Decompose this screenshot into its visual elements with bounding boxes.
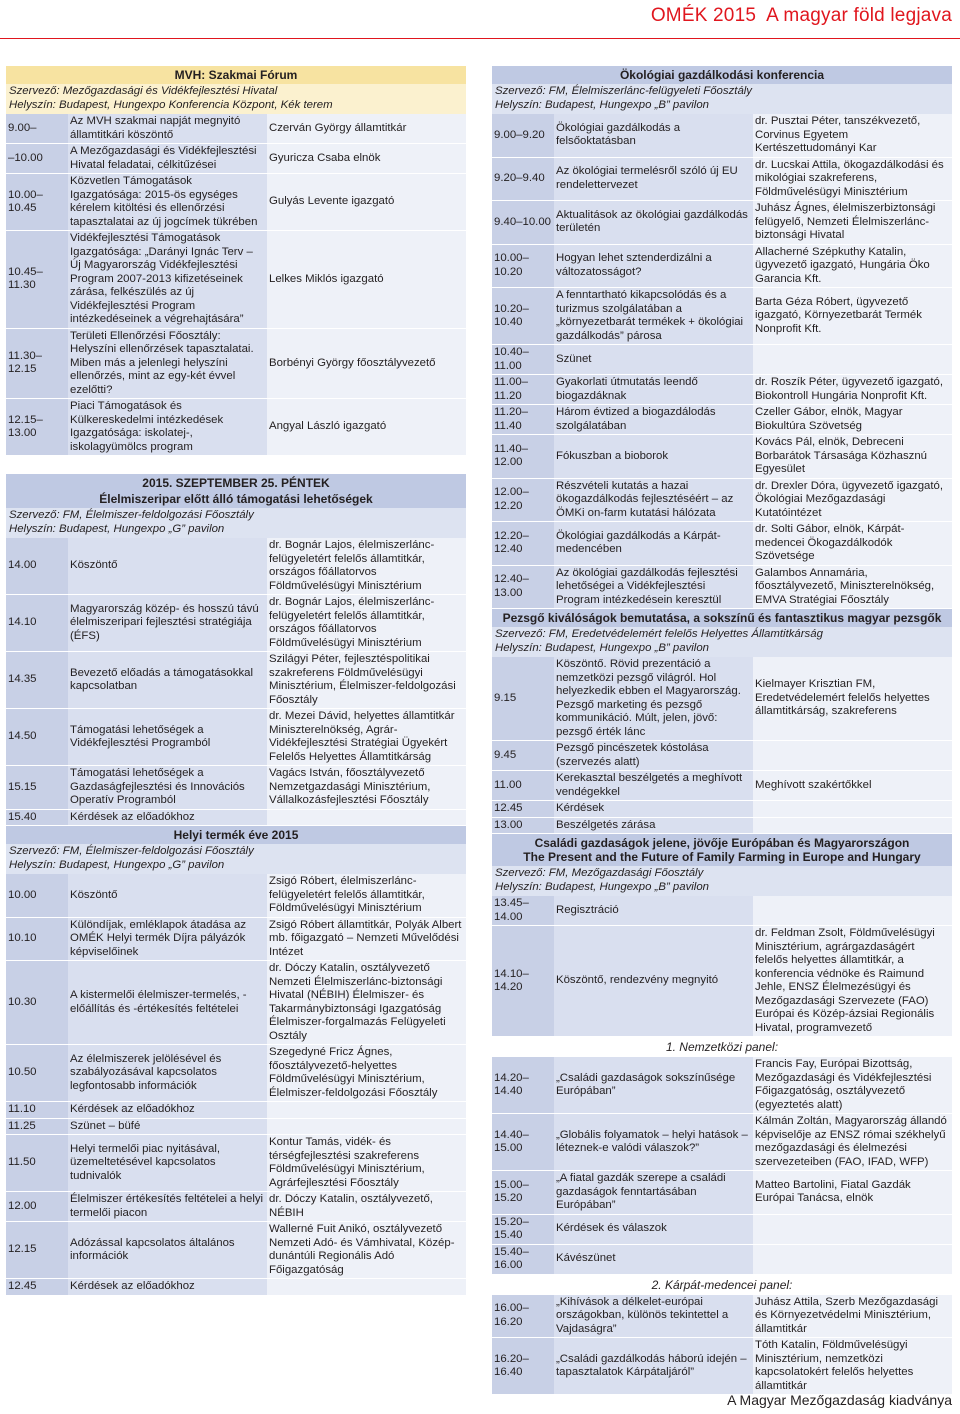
date-bar: 2015. SZEPTEMBER 25. PÉNTEK <box>6 474 466 492</box>
title-cell: Kávészünet <box>554 1244 753 1274</box>
schedule-row <box>6 874 466 917</box>
speaker-cell: dr. Roszík Péter, ügyvezető igazgató, Biokontroll Hungária Nonprofit Kft. <box>753 375 952 405</box>
title-cell: Részvételi kutatás a hazai ökogazdálkodás fejlesztéséért – az ÖMKi on-farm kutatási hálózata <box>554 478 753 522</box>
schedule-row <box>492 1171 952 1215</box>
speaker-cell: dr. Mezei Dávid, helyettes államtitkár Miniszterelnökség, Agrár-Vidékfejlesztési Stratégiai Ügyekért Felelős Helyettes Államtitkárság <box>267 709 466 766</box>
schedule-row <box>492 817 952 834</box>
schedule-row <box>492 565 952 609</box>
schedule-row <box>6 595 466 652</box>
title-cell: „A fiatal gazdák szerepe a családi gazdaságok fenntartásában Európában” <box>554 1171 753 1215</box>
speaker-cell: Vagács István, főosztályvezető Nemzetgazdasági Minisztérium, Vállalkozásfejlesztési Főosztály <box>267 766 466 810</box>
speaker-cell: Czeller Gábor, elnök, Magyar Biokultúra Szövetség <box>753 405 952 435</box>
speaker-cell: dr. Dóczy Katalin, osztályvezető, NÉBIH <box>267 1192 466 1222</box>
schedule-row <box>492 741 952 771</box>
schedule-row <box>6 917 466 961</box>
speaker-cell <box>753 896 952 926</box>
time-cell: 14.40–15.00 <box>492 1114 554 1171</box>
speaker-cell: Wallerné Fuit Anikó, osztályvezető Nemzeti Adó- és Vámhivatal, Közép-dunántúli Regionális Adó Főigazgatóság <box>267 1222 466 1279</box>
title-cell: A kistermelői élelmiszer-termelés, -előállítás és -értékesítés feltételei <box>68 961 267 1045</box>
speaker-cell: Lelkes Miklós igazgató <box>267 231 466 329</box>
schedule-table <box>6 874 466 1296</box>
organizer: Szervező: FM, Eredetvédelemért felelős Helyettes Államtitkárság Helyszín: Budapest, Hungexpo „B” pavilon <box>492 627 952 657</box>
title-cell: Hogyan lehet sztenderdizálni a változatosságot? <box>554 244 753 288</box>
speaker-cell <box>267 1118 466 1135</box>
time-cell: 11.20–11.40 <box>492 405 554 435</box>
title-cell: Beszélgetés zárása <box>554 817 753 834</box>
speaker-cell: Borbényi György főosztályvezető <box>267 328 466 399</box>
title-cell: Élelmiszer értékesítés feltételei a helyi termelői piacon <box>68 1192 267 1222</box>
schedule-row <box>492 1244 952 1274</box>
title-cell: A Mezőgazdasági és Vidékfejlesztési Hivatal feladatai, célkitűzései <box>68 144 267 174</box>
title-cell: Kerekasztal beszélgetés a meghívott vendégekkel <box>554 771 753 801</box>
time-cell: 9.00– <box>6 114 68 144</box>
speaker-cell: Barta Géza Róbert, ügyvezető igazgató, Környezetbarát Termék Nonprofit Kft. <box>753 288 952 345</box>
schedule-row <box>6 328 466 399</box>
time-cell: 10.10 <box>6 917 68 961</box>
section-title: Élelmiszeripar előtt álló támogatási lehetőségek <box>6 492 466 508</box>
speaker-cell <box>753 801 952 818</box>
title-cell: Ökológiai gazdálkodás a Kárpát-medencében <box>554 522 753 566</box>
organizer: Szervező: FM, Élelmiszer-feldolgozási Főosztály Helyszín: Budapest, Hungexpo „G” pavilon <box>6 844 466 874</box>
schedule-row <box>492 114 952 157</box>
time-cell: 11.00 <box>492 771 554 801</box>
schedule-row <box>492 801 952 818</box>
speaker-cell <box>267 1279 466 1296</box>
schedule-row <box>492 1338 952 1395</box>
speaker-cell: Zsigó Róbert államtitkár, Polyák Albert mb. főigazgató – Nemzeti Művelődési Intézet <box>267 917 466 961</box>
schedule-row <box>492 1295 952 1338</box>
time-cell: 10.50 <box>6 1045 68 1102</box>
title-cell: Vidékfejlesztési Támogatások Igazgatósága: „Darányi Ignác Terv – Új Magyarország Vidékfejlesztési Program 2007-2013 kifizetéseinek zárása, felkészülés az új Vidékfejlesztési Program intézkedéseinek a végrehajtására” <box>68 231 267 329</box>
time-cell: 14.00 <box>6 538 68 595</box>
tagline: A magyar föld legjava <box>766 5 952 26</box>
organizer: Szervező: Mezőgazdasági és Vidékfejlesztési Hivatal Helyszín: Budapest, Hungexpo Konferencia Központ, Kék terem <box>6 84 466 114</box>
header-rule <box>0 38 960 39</box>
title-cell: Közvetlen Támogatások Igazgatósága: 2015-ös egységes kérelem kitöltési és ellenőrzési tapasztalatai az új jogcímek tükrében <box>68 174 267 231</box>
speaker-cell: Gyuricza Csaba elnök <box>267 144 466 174</box>
schedule-row <box>492 926 952 1037</box>
time-cell: 13.45–14.00 <box>492 896 554 926</box>
title-cell: Adózással kapcsolatos általános információk <box>68 1222 267 1279</box>
title-cell: Kérdések <box>554 801 753 818</box>
schedule-row <box>492 657 952 741</box>
speaker-cell: Szilágyi Péter, fejlesztéspolitikai szakreferens Földművelésügyi Minisztérium, Élelmiszer-feldolgozási Főosztály <box>267 652 466 709</box>
schedule-row <box>6 1118 466 1135</box>
title-cell: Az ökológiai gazdálkodás fejlesztési lehetőségei a Vidékfejlesztési Program intézkedésein keresztül <box>554 565 753 609</box>
schedule-row <box>6 1045 466 1102</box>
schedule-row <box>6 1279 466 1296</box>
schedule-row <box>6 1222 466 1279</box>
title-cell: Szünet <box>554 345 753 375</box>
title-cell: Aktualitások az ökológiai gazdálkodás területén <box>554 201 753 245</box>
title-cell: Kérdések az előadókhoz <box>68 1102 267 1119</box>
schedule-row <box>492 1057 952 1114</box>
time-cell: 10.00–10.20 <box>492 244 554 288</box>
speaker-cell: Szegedyné Fricz Ágnes, főosztályvezető-helyettes Földművelésügyi Minisztérium, Élelmiszer-feldolgozási Főosztály <box>267 1045 466 1102</box>
time-cell: 9.45 <box>492 741 554 771</box>
schedule-row <box>6 1135 466 1192</box>
speaker-cell: Francis Fay, Európai Bizottság, Mezőgazdasági és Vidékfejlesztési Főigazgatóság, osztályvezető (egyeztetés alatt) <box>753 1057 952 1114</box>
time-cell: 10.20–10.40 <box>492 288 554 345</box>
schedule-row <box>492 1114 952 1171</box>
schedule-row <box>6 231 466 329</box>
section-title: Családi gazdaságok jelene, jövője Európában és Magyarországon The Present and the Future of Family Farming in Europe and Hungary <box>492 834 952 866</box>
speaker-cell: Juhász Attila, Szerb Mezőgazdasági és Környezetvédelmi Minisztérium, államtitkár <box>753 1295 952 1338</box>
time-cell: 11.25 <box>6 1118 68 1135</box>
title-cell: Bevezető előadás a támogatásokkal kapcsolatban <box>68 652 267 709</box>
schedule-row <box>6 652 466 709</box>
time-cell: 10.30 <box>6 961 68 1045</box>
title-cell: Az ökológiai termelésről szóló új EU rendelettervezet <box>554 157 753 201</box>
speaker-cell: Gulyás Levente igazgató <box>267 174 466 231</box>
schedule-row <box>6 538 466 595</box>
speaker-cell: dr. Pusztai Péter, tanszékvezető, Corvinus Egyetem Kertészettudományi Kar <box>753 114 952 157</box>
speaker-cell: dr. Dóczy Katalin, osztályvezető Nemzeti Élelmiszerlánc-biztonsági Hivatal (NÉBIH) Élelmiszer- és Takarmánybiztonsági Igazgatóság Élelmiszer-forgalmazás Felügyeleti Osztály <box>267 961 466 1045</box>
time-cell: 15.20–15.40 <box>492 1214 554 1244</box>
schedule-row <box>492 896 952 926</box>
schedule-row <box>492 244 952 288</box>
publisher-footer: A Magyar Mezőgazdaság kiadványa <box>727 1392 952 1408</box>
time-cell: 9.20–9.40 <box>492 157 554 201</box>
title-cell: Gyakorlati útmutatás leendő biogazdáknak <box>554 375 753 405</box>
left-column <box>6 66 466 1296</box>
time-cell: 12.00–12.20 <box>492 478 554 522</box>
speaker-cell <box>267 809 466 826</box>
schedule-row <box>6 144 466 174</box>
title-cell: Kérdések az előadókhoz <box>68 1279 267 1296</box>
title-cell: Három évtized a biogazdálodás szolgálatában <box>554 405 753 435</box>
speaker-cell <box>753 345 952 375</box>
schedule-row <box>6 114 466 144</box>
schedule-row <box>492 157 952 201</box>
time-cell: 9.40–10.00 <box>492 201 554 245</box>
time-cell: 12.00 <box>6 1192 68 1222</box>
time-cell: 14.10–14.20 <box>492 926 554 1037</box>
time-cell: 12.20–12.40 <box>492 522 554 566</box>
schedule-row <box>492 201 952 245</box>
time-cell: 15.40–16.00 <box>492 1244 554 1274</box>
time-cell: 12.45 <box>492 801 554 818</box>
speaker-cell: Kovács Pál, elnök, Debreceni Borbarátok Társasága Közhasznú Egyesület <box>753 435 952 479</box>
speaker-cell: dr. Feldman Zsolt, Földművelésügyi Minisztérium, agrárgazdaságért felelős helyettes államtitkár, a konferencia védnöke és Raimund Jehle, ENSZ Élelmezésügyi és Mezőgazdasági Szervezete (FAO) Európai és Közép-ázsiai Regionális Hivatal, programvezető <box>753 926 952 1037</box>
speaker-cell: dr. Bognár Lajos, élelmiszerlánc-felügyeletért felelős államtitkár, országos főállatorvos Földművelésügyi Minisztérium <box>267 538 466 595</box>
schedule-table <box>492 1057 952 1275</box>
title-cell: „Családi gazdálkodás háború idején – tapasztalatok Kárpátaljáról” <box>554 1338 753 1395</box>
section-title: Pezsgő kiválóságok bemutatása, a sokszínű és fantasztikus magyar pezsgők <box>492 609 952 627</box>
organizer: Szervező: FM, Élelmiszerlánc-felügyeleti Főosztály Helyszín: Budapest, Hungexpo „B” pavilon <box>492 84 952 114</box>
right-column <box>492 66 952 1395</box>
title-cell: Fókuszban a bioborok <box>554 435 753 479</box>
section-title: Helyi termék éve 2015 <box>6 826 466 844</box>
speaker-cell: Kontur Tamás, vidék- és térségfejlesztési szakreferens Földművelésügyi Minisztérium, Agrárfejlesztési Főosztály <box>267 1135 466 1192</box>
schedule-row <box>6 766 466 810</box>
speaker-cell <box>753 1214 952 1244</box>
time-cell: 14.50 <box>6 709 68 766</box>
speaker-cell: Allacherné Szépkuthy Katalin, ügyvezető igazgató, Hungária Öko Garancia Kft. <box>753 244 952 288</box>
title-cell: Köszöntő. Rövid prezentáció a nemzetközi pezsgő világról. Hol helyezkedik ebben el Magyarország. Pezsgő marketing és pezsgő kommunikáció. Múlt, jelen, jövő: pezsgő érték lánc <box>554 657 753 741</box>
time-cell: 15.40 <box>6 809 68 826</box>
title-cell: Helyi termelői piac nyitásával, üzemeltetésével kapcsolatos tudnivalók <box>68 1135 267 1192</box>
time-cell: 12.40–13.00 <box>492 565 554 609</box>
schedule-row <box>6 399 466 456</box>
title-cell: Ökológiai gazdálkodás a felsőoktatásban <box>554 114 753 157</box>
title-cell: Köszöntő <box>68 538 267 595</box>
speaker-cell: dr. Bognár Lajos, élelmiszerlánc-felügyeletért felelős államtitkár, országos főállatorvos Földművelésügyi Minisztérium <box>267 595 466 652</box>
title-cell: Köszöntő <box>68 874 267 917</box>
speaker-cell: Czerván György államtitkár <box>267 114 466 144</box>
section-title: Ökológiai gazdálkodási konferencia <box>492 66 952 84</box>
schedule-table <box>492 114 952 609</box>
time-cell: 9.00–9.20 <box>492 114 554 157</box>
time-cell: 12.45 <box>6 1279 68 1296</box>
title-cell: „Családi gazdaságok sokszínűsége Európában” <box>554 1057 753 1114</box>
schedule-row <box>492 478 952 522</box>
time-cell: 15.15 <box>6 766 68 810</box>
speaker-cell: dr. Drexler Dóra, ügyvezető igazgató, Ökológiai Mezőgazdasági Kutatóintézet <box>753 478 952 522</box>
speaker-cell: Galambos Annamária, főosztályvezető, Miniszterelnökség, EMVA Stratégiai Főosztály <box>753 565 952 609</box>
schedule-table <box>492 657 952 834</box>
page-header <box>0 0 960 40</box>
panel-label: 1. Nemzetközi panel: <box>492 1037 952 1057</box>
speaker-cell <box>267 1102 466 1119</box>
speaker-cell: Zsigó Róbert, élelmiszerlánc-felügyeletért felelős államtitkár, Földművelésügyi Minisztérium <box>267 874 466 917</box>
time-cell: 12.15 <box>6 1222 68 1279</box>
title-cell: Kérdések és válaszok <box>554 1214 753 1244</box>
time-cell: 16.00–16.20 <box>492 1295 554 1338</box>
speaker-cell: Matteo Bartolini, Fiatal Gazdák Európai Tanácsa, elnök <box>753 1171 952 1215</box>
schedule-row <box>492 405 952 435</box>
title-cell: Területi Ellenőrzési Főosztály: Helyszíni ellenőrzések tapasztalatai. Miben más a jelenlegi helyszíni ellenőrzés, mint az egy-két évvel ezelőtti? <box>68 328 267 399</box>
speaker-cell: Tóth Katalin, Földművelésügyi Minisztérium, nemzetközi kapcsolatokért felelős helyettes államtitkár <box>753 1338 952 1395</box>
title-cell: Magyarország közép- és hosszú távú élelmiszeripari fejlesztési stratégiája (ÉFS) <box>68 595 267 652</box>
schedule-row <box>6 961 466 1045</box>
title-cell: Különdíjak, emléklapok átadása az OMÉK Helyi termék Díjra pályázók képviselőinek <box>68 917 267 961</box>
time-cell: –10.00 <box>6 144 68 174</box>
title-cell: Regisztráció <box>554 896 753 926</box>
schedule-row <box>6 1102 466 1119</box>
speaker-cell: Juhász Ágnes, élelmiszerbiztonsági felügyelő, Nemzeti Élelmiszerlánc-biztonsági Hivatal <box>753 201 952 245</box>
time-cell: 11.50 <box>6 1135 68 1192</box>
time-cell: 10.40–11.00 <box>492 345 554 375</box>
speaker-cell: Kielmayer Krisztian FM, Eredetvédelemért felelős helyettes államtitkárság, szakreferens <box>753 657 952 741</box>
schedule-table <box>6 538 466 826</box>
time-cell: 12.15–13.00 <box>6 399 68 456</box>
time-cell: 11.00–11.20 <box>492 375 554 405</box>
title-cell: A fenntartható kikapcsolódás és a turizmus szolgálatában a „környezetbarát termékek + ökológiai gazdálkodás” párosa <box>554 288 753 345</box>
title-cell: „Globális folyamatok – helyi hatások – léteznek-e valódi válaszok?” <box>554 1114 753 1171</box>
schedule-row <box>6 809 466 826</box>
time-cell: 13.00 <box>492 817 554 834</box>
time-cell: 14.20–14.40 <box>492 1057 554 1114</box>
time-cell: 10.00–10.45 <box>6 174 68 231</box>
speaker-cell: Kálmán Zoltán, Magyarország állandó képviselője az ENSZ római székhelyű mezőgazdasági és élelmezési szervezeteiben (FAO, IFAD, WFP) <box>753 1114 952 1171</box>
schedule-row <box>492 522 952 566</box>
time-cell: 14.35 <box>6 652 68 709</box>
schedule-row <box>492 771 952 801</box>
title-cell: Kérdések az előadókhoz <box>68 809 267 826</box>
brand-name: OMÉK 2015 <box>650 5 757 26</box>
time-cell: 10.00 <box>6 874 68 917</box>
title-cell: Az élelmiszerek jelölésével és szabályozásával kapcsolatos legfontosabb információk <box>68 1045 267 1102</box>
schedule-row <box>6 1192 466 1222</box>
speaker-cell <box>753 817 952 834</box>
schedule-table <box>6 114 466 456</box>
title-cell: „Kihívások a délkelet-európai országokban, különös tekintettel a Vajdaságra” <box>554 1295 753 1338</box>
schedule-row <box>6 709 466 766</box>
schedule-row <box>6 174 466 231</box>
title-cell: Támogatási lehetőségek a Vidékfejlesztési Programból <box>68 709 267 766</box>
title-cell: Az MVH szakmai napját megnyitó államtitkári köszöntő <box>68 114 267 144</box>
header-text <box>641 5 952 27</box>
schedule-row <box>492 345 952 375</box>
time-cell: 11.30–12.15 <box>6 328 68 399</box>
schedule-row <box>492 1214 952 1244</box>
speaker-cell <box>753 741 952 771</box>
time-cell: 11.10 <box>6 1102 68 1119</box>
title-cell: Köszöntő, rendezvény megnyitó <box>554 926 753 1037</box>
organizer: Szervező: FM, Mezőgazdasági Főosztály Helyszín: Budapest, Hungexpo „B” pavilon <box>492 866 952 896</box>
schedule-row <box>492 435 952 479</box>
title-cell: Pezsgő pincészetek kóstolása (szervezés alatt) <box>554 741 753 771</box>
speaker-cell: dr. Lucskai Attila, ökogazdálkodási és mikológiai szakreferens, Földművelésügyi Minisztérium <box>753 157 952 201</box>
title-cell: Szünet – büfé <box>68 1118 267 1135</box>
speaker-cell: dr. Solti Gábor, elnök, Kárpát-medencei Ökogazdálkodók Szövetsége <box>753 522 952 566</box>
schedule-row <box>492 375 952 405</box>
section-title: MVH: Szakmai Fórum <box>6 66 466 84</box>
time-cell: 11.40–12.00 <box>492 435 554 479</box>
time-cell: 16.20–16.40 <box>492 1338 554 1395</box>
speaker-cell: Angyal László igazgató <box>267 399 466 456</box>
schedule-table <box>492 1295 952 1396</box>
title-cell: Piaci Támogatások és Külkereskedelmi intézkedések Igazgatósága: iskolatej-, iskolagyümölcs program <box>68 399 267 456</box>
organizer: Szervező: FM, Élelmiszer-feldolgozási Főosztály Helyszín: Budapest, Hungexpo „G” pavilon <box>6 508 466 538</box>
title-cell: Támogatási lehetőségek a Gazdaságfejlesztési és Innovációs Operatív Programból <box>68 766 267 810</box>
time-cell: 9.15 <box>492 657 554 741</box>
panel-label: 2. Kárpát-medencei panel: <box>492 1275 952 1295</box>
schedule-table <box>492 896 952 1037</box>
speaker-cell <box>753 1244 952 1274</box>
speaker-cell: Meghívott szakértőkkel <box>753 771 952 801</box>
time-cell: 14.10 <box>6 595 68 652</box>
schedule-row <box>492 288 952 345</box>
time-cell: 15.00–15.20 <box>492 1171 554 1215</box>
time-cell: 10.45–11.30 <box>6 231 68 329</box>
